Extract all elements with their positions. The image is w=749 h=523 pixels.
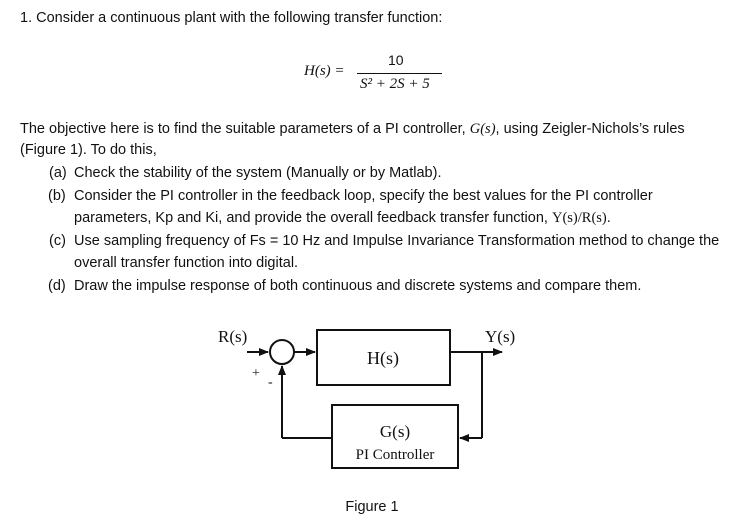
plant-label: H(s): [367, 348, 399, 368]
intro-line-2: (Figure 1). To do this,: [20, 142, 157, 158]
intro-text-a: The objective here is to find the suitable parameters of a PI controller,: [20, 121, 470, 137]
item-c-label: (c): [49, 233, 66, 249]
item-d-label: (d): [48, 278, 66, 294]
item-a-label: (a): [49, 165, 67, 181]
controller-label-2: PI Controller: [355, 447, 435, 463]
figure-caption: Figure 1: [345, 499, 399, 515]
item-b-label: (b): [48, 188, 66, 204]
item-b-text-2a: parameters, Kp and Ki, and provide the overall feedback transfer function,: [74, 210, 552, 226]
equation-numerator: 10: [388, 52, 404, 68]
intro-gs: G(s): [469, 121, 496, 137]
input-label: R(s): [218, 327, 248, 346]
item-a-text: Check the stability of the system (Manually or by Matlab).: [74, 165, 442, 181]
minus-sign: -: [268, 375, 273, 390]
summing-junction: [270, 340, 294, 364]
question-title: 1. Consider a continuous plant with the following transfer function:: [20, 10, 443, 26]
item-c-text-2: overall transfer function into digital.: [74, 255, 299, 271]
item-c-text-1: Use sampling frequency of Fs = 10 Hz and Impulse Invariance Transformation method to change the: [74, 233, 720, 249]
output-label: Y(s): [485, 327, 516, 346]
controller-label-1: G(s): [379, 422, 411, 441]
item-b-tf: Y(s)/R(s): [551, 210, 607, 226]
item-b-period: .: [606, 210, 611, 226]
item-d-text: Draw the impulse response of both continuous and discrete systems and compare them.: [74, 278, 642, 294]
plus-sign: +: [252, 366, 260, 381]
equation-lhs: H(s) =: [304, 63, 345, 79]
equation-denominator: S² + 2S + 5: [360, 76, 430, 92]
item-b-text-1: Consider the PI controller in the feedback loop, specify the best values for the PI controller: [74, 188, 653, 204]
intro-text-b: , using Zeigler-Nichols’s rules: [495, 121, 685, 137]
